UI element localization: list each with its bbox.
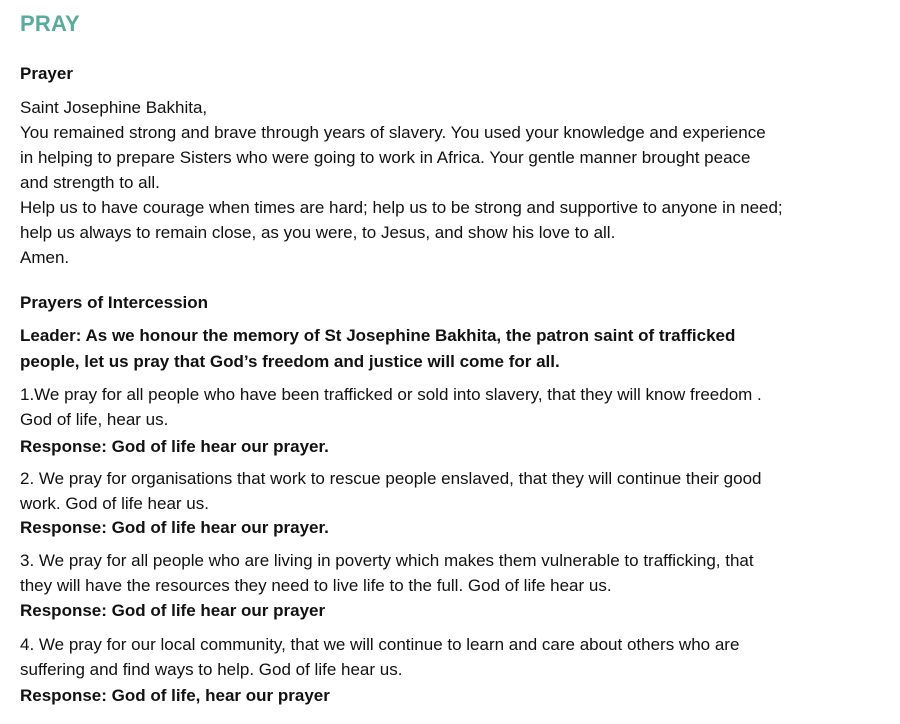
section-title: PRAY (20, 11, 80, 36)
prayer-line: and strength to all. (20, 173, 160, 192)
prayer-line: Help us to have courage when times are hard; help us to be strong and supportive to anyone in need; (20, 198, 783, 217)
intercession-line: 1.We pray for all people who have been trafficked or sold into slavery, that they will know freedom . (20, 385, 762, 404)
intercession-line: 2. We pray for organisations that work to rescue people enslaved, that they will continue their good (20, 469, 762, 488)
intercession-line: they will have the resources they need to live life to the full. God of life hear us. (20, 576, 612, 595)
prayer-heading: Prayer (20, 64, 73, 83)
prayer-line: help us always to remain close, as you were, to Jesus, and show his love to all. (20, 223, 616, 242)
intercession-item-2 (20, 466, 880, 516)
prayer-line: Amen. (20, 248, 70, 267)
intercession-line: 4. We pray for our local community, that we will continue to learn and care about others who are (20, 635, 740, 654)
intercession-heading: Prayers of Intercession (20, 293, 209, 312)
leader-line: Leader: As we honour the memory of St Josephine Bakhita, the patron saint of trafficked (20, 326, 736, 345)
intercession-line: suffering and find ways to help. God of life hear us. (20, 660, 403, 679)
intercession-line: 3. We pray for all people who are living in poverty which makes them vulnerable to trafficking, that (20, 551, 754, 570)
leader-text (20, 323, 880, 375)
response-1: Response: God of life hear our prayer. (20, 437, 329, 456)
response-2: Response: God of life hear our prayer. (20, 518, 329, 537)
prayer-line: in helping to prepare Sisters who were going to work in Africa. Your gentle manner brought peace (20, 148, 751, 167)
prayer-line: Saint Josephine Bakhita, (20, 98, 208, 117)
leader-line: people, let us pray that God’s freedom and justice will come for all. (20, 352, 560, 371)
intercession-item-4 (20, 632, 880, 682)
prayer-text (20, 95, 880, 270)
response-4: Response: God of life, hear our prayer (20, 686, 330, 705)
intercession-line: work. God of life hear us. (20, 494, 209, 513)
intercession-line: God of life, hear us. (20, 410, 169, 429)
response-3: Response: God of life hear our prayer (20, 601, 326, 620)
intercession-item-1 (20, 382, 880, 432)
intercession-item-3 (20, 548, 880, 598)
prayer-line: You remained strong and brave through years of slavery. You used your knowledge and experience (20, 123, 766, 142)
